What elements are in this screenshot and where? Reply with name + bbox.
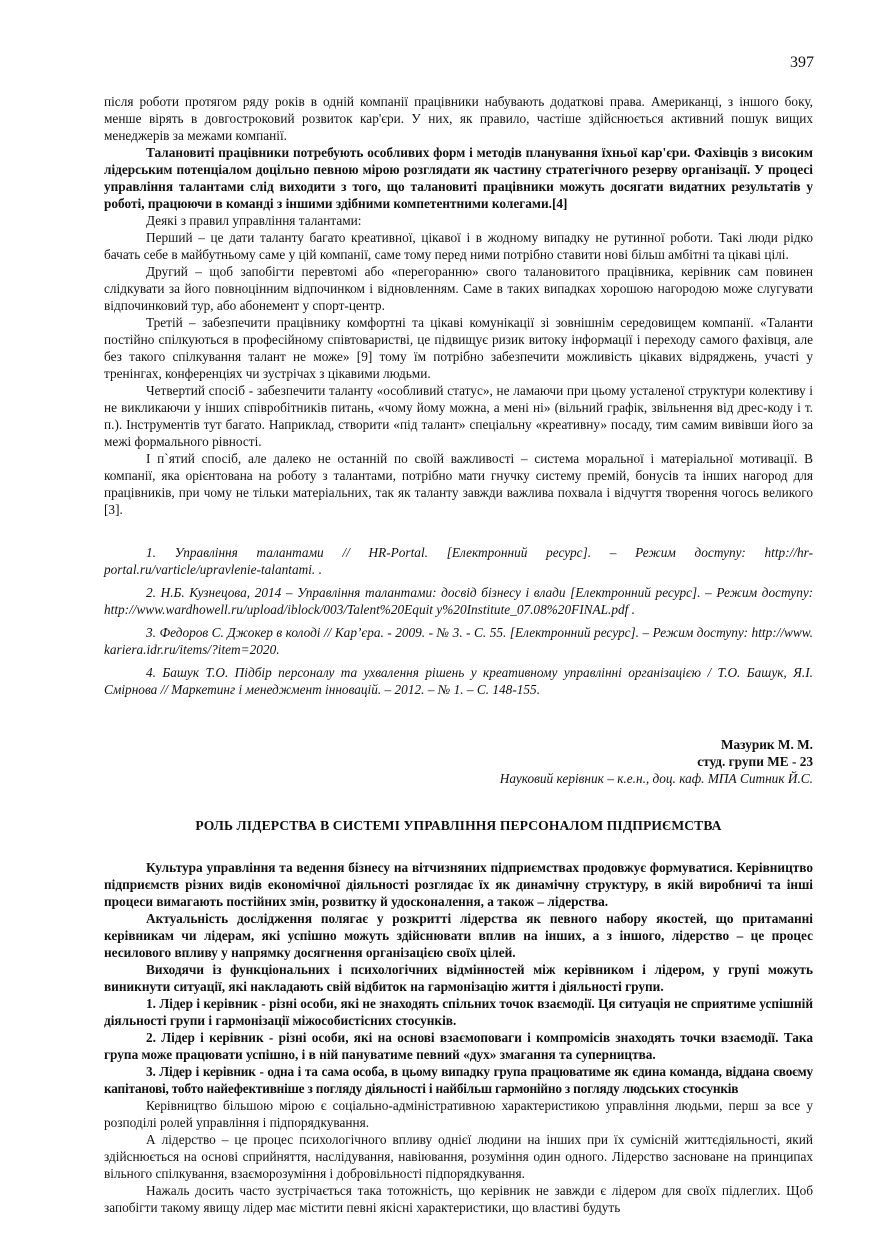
paragraph: після роботи протягом ряду років в одній компанії працівники набувають додаткові права. Американці, з іншого боку, менше вірять в довгостроковий розвиток кар'єри. У них, як правило, частіше здійснюється активний пошук вищих менеджерів за межами компанії. [104, 94, 813, 143]
paragraph-bold: Талановиті працівники потребують особливих форм і методів планування їхньої кар'єри. Фахівців з високим лідерським потенціалом доцільно певною мірою розглядати як частину стратегічного резерву організації. У процесі управління талантами слід виходити з того, що талановиті працівники можуть досягати видатних результатів у роботі, працюючи в команді з іншими здібними компетентними колегами.[4] [104, 145, 813, 211]
list-item: 3. Лідер і керівник - одна і та сама особа, в цьому випадку група працюватиме як єдина команда, віддана своєму капітанові, тобто найефективніше з погляду діяльності і найбільш гармонійно з погляду людських стосунків [104, 1064, 813, 1096]
page-number: 397 [790, 54, 814, 71]
paragraph: Третій – забезпечити працівнику комфортні та цікаві комунікації зі зовнішнім середовищем компанії. «Таланти постійно спілкуються в професійному співтоваристві, це підвищує ризик витоку інформації і переходу самого фахівця, але без такого спілкування талант не може» [9] тому їм потрібно забезпечити можливість цікавих відряджень, участі у тренінгах, конференціях чи зустрічах з цікавими людьми. [104, 315, 813, 381]
list-item: 1. Лідер і керівник - різні особи, які не знаходять спільних точок взаємодії. Ця ситуація не сприятиме успішній діяльності групи і гармонізації міжособистісних стосунків. [104, 996, 813, 1028]
list-item: 2. Лідер і керівник - різні особи, які на основі взаємоповаги і компромісів знаходять точки взаємодії. Така група може працювати успішно, і в ній пануватиме певний «дух» змагання та суперництва. [104, 1030, 813, 1062]
paragraph: Четвертий спосіб - забезпечити таланту «особливий статус», не ламаючи при цьому усталеної структури колективу і не викликаючи у інших співробітників питань, «чому йому можна, а мені ні» (вільний графік, звільнення від дрес-коду і т. п.). Інструментів тут багато. Наприклад, створити «під талант» спеціальну «креативну» посаду, тим самим вивівши його за межі формального рівності. [104, 383, 813, 449]
author-block [104, 736, 813, 787]
author-group: студ. групи МЕ - 23 [697, 754, 813, 769]
author-name: Мазурик М. М. [720, 737, 813, 752]
references-list [104, 544, 813, 698]
paragraph: Нажаль досить часто зустрічається така тотожність, що керівник не завжди є лідером для своїх підлеглих. Щоб запобігти такому явищу лідер має містити певні якісні характеристики, що властиві будуть [104, 1183, 813, 1215]
paragraph-bold: Виходячи із функціональних і психологічних відмінностей між керівником і лідером, у групі можуть виникнути ситуації, які накладають свій відбиток на гармонізацію життя і діяльності групи. [104, 962, 813, 994]
paragraph: Керівництво більшою мірою є соціально-адміністративною характеристикою управління людьми, перш за все у розподілі ролей управління і підпорядкування. [104, 1098, 813, 1130]
reference-item: 1. Управління талантами // HR-Portal. [Електронний ресурс]. – Режим доступу: http://hr-portal.ru/varticle/upravlenie-talantami. . [104, 545, 813, 577]
reference-item: 4. Башук Т.О. Підбір персоналу та ухвалення рішень у креативному управлінні організацією / Т.О. Башук, Я.І. Смірнова // Маркетинг і менеджмент інновацій. – 2012. – № 1. – С. 148-155. [104, 665, 813, 697]
paragraph-bold: Актуальність дослідження полягає у розкритті лідерства як певного набору якостей, що притаманні керівникам чи лідерам, які успішно можуть здійснювати вплив на інших, а з іншого, лідерство – це процес несилового впливу у напрямку досягнення організацією своїх цілей. [104, 911, 813, 960]
paragraph: Перший – це дати таланту багато креативної, цікавої і в жодному випадку не рутинної роботи. Такі люди рідко бачать себе в майбутньому саме у цій компанії, саме тому перед ними потрібно ставити нові більш амбітні та цікаві цілі. [104, 230, 813, 262]
reference-item: 2. Н.Б. Кузнецова, 2014 – Управління талантами: досвід бізнесу і влади [Електронний ресурс]. – Режим доступу: http://www.wardhowell.ru/upload/iblock/003/Talent%20Equit y%20Institute_07.08%20FINAL.pdf . [104, 585, 813, 617]
paragraph-bold: Культура управління та ведення бізнесу на вітчизняних підприємствах продовжує формуватися. Керівництво підприємств різних видів економічної діяльності розглядає їх як динамічну структуру, в якій виробничі та інші процеси вимагають постійних змін, розвитку й удосконалення, а також – лідерства. [104, 860, 813, 909]
page-content [104, 93, 813, 1216]
paragraph: Другий – щоб запобігти перевтомі або «перегоранню» свого талановитого працівника, керівник сам повинен слідкувати за його повноцінним відпочинком і відновленням. Саме в таких випадках хорошою нагородою може слугувати відпочинковий тур, або абонемент у спорт-центр. [104, 264, 813, 313]
article-title: РОЛЬ ЛІДЕРСТВА В СИСТЕМІ УПРАВЛІННЯ ПЕРСОНАЛОМ ПІДПРИЄМСТВА [195, 818, 722, 833]
reference-item: 3. Федоров С. Джокер в колоді // Кар’єра. - 2009. - № 3. - С. 55. [Електронний ресурс]. – Режим доступу: http://www. kariera.idr.ru/items/?item=2020. [104, 625, 813, 657]
paragraph: Деякі з правил управління талантами: [146, 213, 362, 228]
paragraph: А лідерство – це процес психологічного впливу однієї людини на інших при їх сумісній життєдіяльності, який здійснюється на основі сприйняття, наслідування, навіювання, розуміння один одного. Лідерство засноване на принципах вільного спілкування, взаєморозуміння і добровільності підпорядкування. [104, 1132, 813, 1181]
paragraph: І п`ятий спосіб, але далеко не останній по своїй важливості – система моральної і матеріальної мотивації. В компанії, яка орієнтована на роботу з талантами, потрібно мати гнучку систему премій, бонусів та інших нагород для працівників, при чому не тільки матеріальних, так як таланту завжди важлива похвала і відчуття творення чогось великого [3]. [104, 451, 813, 517]
scientific-advisor: Науковий керівник – к.е.н., доц. каф. МПА Ситник Й.С. [499, 771, 813, 786]
